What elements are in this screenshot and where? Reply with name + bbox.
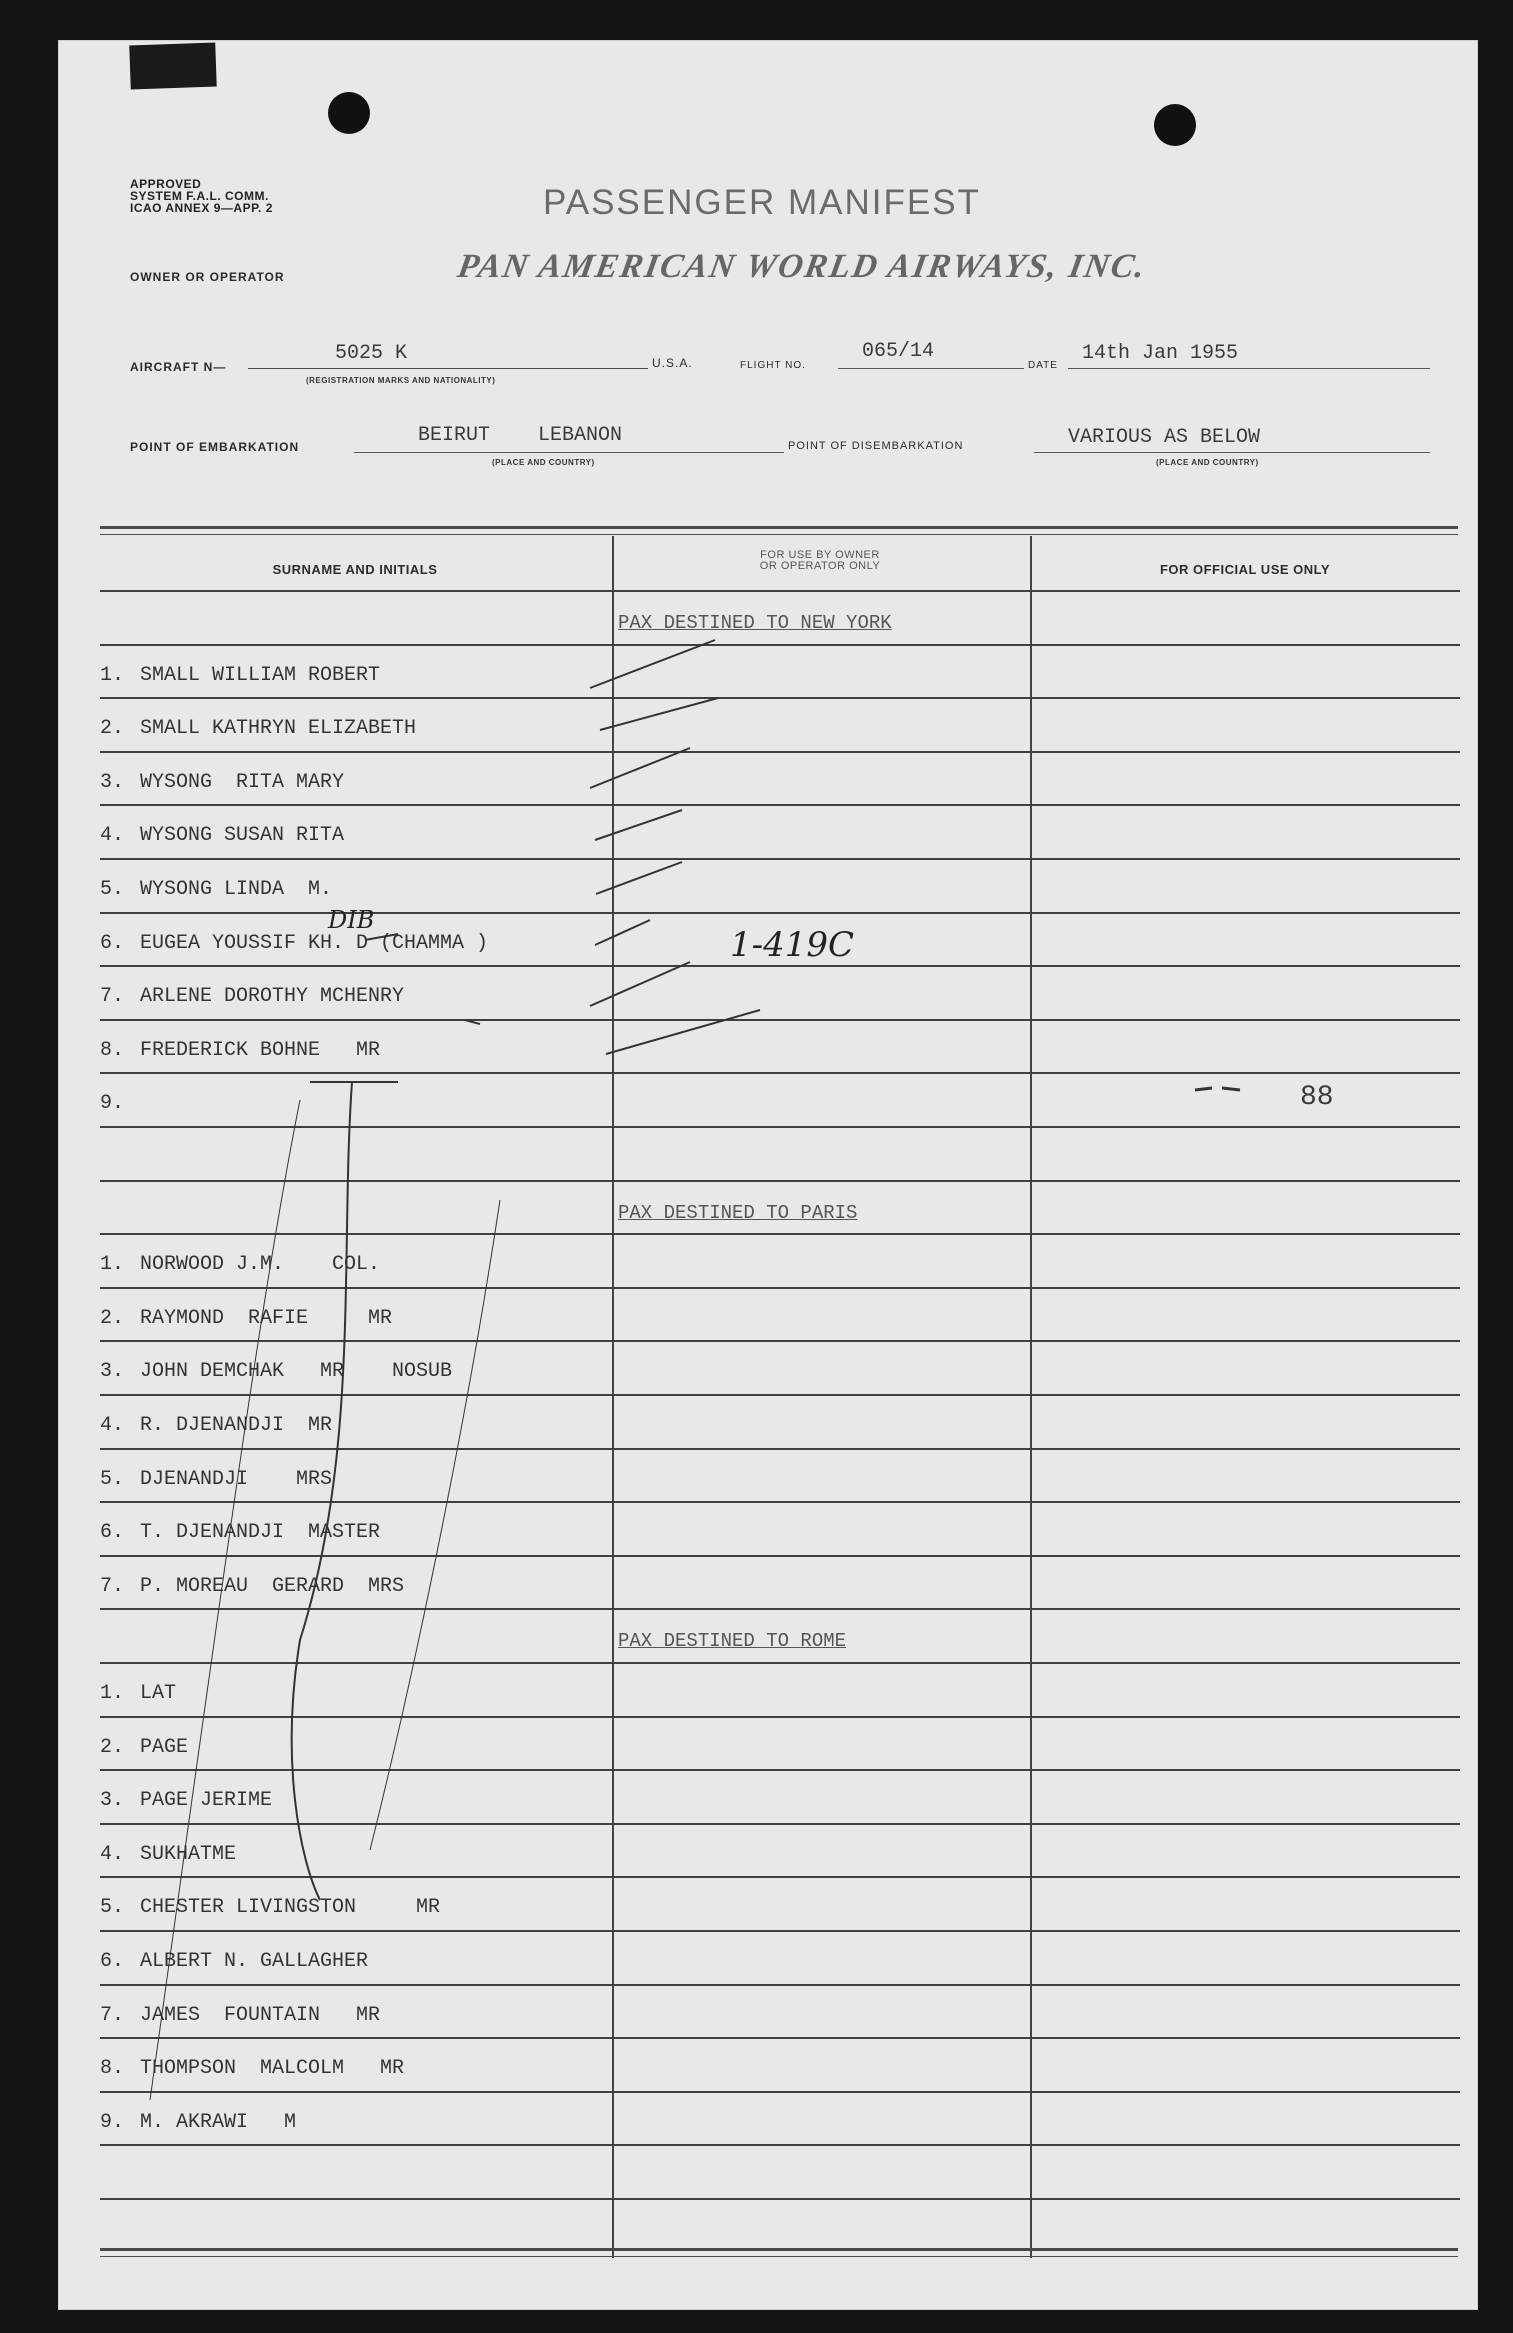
section-title: PAX DESTINED TO ROME [618,1630,847,1652]
flight-label: FLIGHT NO. [740,360,806,371]
date-label: DATE [1028,360,1058,371]
entry-number: 1. [100,1682,125,1705]
entry-number: 3. [100,1789,125,1812]
entry-number: 7. [100,2004,125,2027]
passenger-name: WYSONG RITA MARY [140,771,345,794]
official-header: FOR OFFICIAL USE ONLY [1159,562,1331,577]
entry-number: 5. [100,1896,125,1919]
passenger-name: ARLENE DOROTHY MCHENRY [140,985,405,1008]
section-title: PAX DESTINED TO PARIS [618,1202,858,1224]
owner-use-line-1: FOR USE BY OWNER [760,549,880,561]
official-count: 88 [1300,1082,1334,1113]
passenger-name: WYSONG LINDA M. [140,878,333,901]
entry-number: 5. [100,1468,125,1491]
entry-number: 2. [100,1307,125,1330]
usa-label: U.S.A. [652,356,693,370]
passenger-name: PAGE [140,1736,189,1759]
entry-number: 9. [100,2111,125,2134]
entry-number: 6. [100,1950,125,1973]
handwritten-ticket-number: 1-419C [730,925,855,965]
entry-number: 6. [100,1521,125,1544]
passenger-name: SUKHATME [140,1843,237,1866]
section-title: PAX DESTINED TO NEW YORK [618,612,892,634]
disembarkation-label: POINT OF DISEMBARKATION [788,440,964,452]
entry-number: 3. [100,771,125,794]
approval-line-1: APPROVED [130,177,202,191]
entry-number: 4. [100,1843,125,1866]
entry-number: 3. [100,1360,125,1383]
entry-number: 7. [100,1575,125,1598]
aircraft-label: AIRCRAFT N— [130,360,227,374]
passenger-name: WYSONG SUSAN RITA [140,824,345,847]
passenger-name: JAMES FOUNTAIN MR [140,2004,381,2027]
embarkation-label: POINT OF EMBARKATION [130,440,300,454]
flight-value: 065/14 [862,340,935,363]
passenger-name: SMALL WILLIAM ROBERT [140,664,381,687]
aircraft-value: 5025 K [335,342,408,365]
entry-number: 7. [100,985,125,1008]
entry-number: 8. [100,1039,125,1062]
entry-number: 4. [100,1414,125,1437]
passenger-name: LAT [140,1682,177,1705]
disembarkation-value: VARIOUS AS BELOW [1068,426,1261,449]
surname-header: SURNAME AND INITIALS [272,562,438,577]
embarkation-caption: (PLACE AND COUNTRY) [492,458,595,467]
passenger-name: THOMPSON MALCOLM MR [140,2057,405,2080]
passenger-name: P. MOREAU GERARD MRS [140,1575,405,1598]
entry-number: 4. [100,824,125,847]
entry-number: 5. [100,878,125,901]
entry-number: 1. [100,664,125,687]
owner-use-line-2: OR OPERATOR ONLY [759,560,881,572]
aircraft-caption: (REGISTRATION MARKS AND NATIONALITY) [306,376,496,385]
entry-number: 2. [100,717,125,740]
entry-number: 6. [100,932,125,955]
disembarkation-caption: (PLACE AND COUNTRY) [1156,458,1259,467]
passenger-name: M. AKRAWI M [140,2111,297,2134]
owner-label: OWNER OR OPERATOR [130,270,285,284]
passenger-name: FREDERICK BOHNE MR [140,1039,381,1062]
passenger-name: CHESTER LIVINGSTON MR [140,1896,441,1919]
passenger-name: PAGE JERIME [140,1789,273,1812]
passenger-name: R. DJENANDJI MR [140,1414,333,1437]
entry-number: 1. [100,1253,125,1276]
approval-line-3: ICAO ANNEX 9—APP. 2 [130,201,273,215]
entry-number: 2. [100,1736,125,1759]
passenger-name: NORWOOD J.M. COL. [140,1253,381,1276]
page-title: PASSENGER MANIFEST [543,183,981,222]
passenger-name: RAYMOND RAFIE MR [140,1307,393,1330]
approval-line-2: SYSTEM F.A.L. COMM. [130,189,269,203]
passenger-name: DJENANDJI MRS [140,1468,333,1491]
handwritten-note: DIB [328,906,375,934]
date-value: 14th Jan 1955 [1082,342,1239,365]
airline-name: PAN AMERICAN WORLD AIRWAYS, INC. [454,248,1150,285]
entry-number: 8. [100,2057,125,2080]
passenger-name: SMALL KATHRYN ELIZABETH [140,717,417,740]
passenger-name: JOHN DEMCHAK MR NOSUB [140,1360,453,1383]
passenger-name: ALBERT N. GALLAGHER [140,1950,369,1973]
entry-number: 9. [100,1092,125,1115]
passenger-name: T. DJENANDJI MASTER [140,1521,381,1544]
passenger-name: EUGEA YOUSSIF KH. D (CHAMMA ) [140,932,489,955]
embarkation-value: BEIRUT LEBANON [418,424,623,447]
